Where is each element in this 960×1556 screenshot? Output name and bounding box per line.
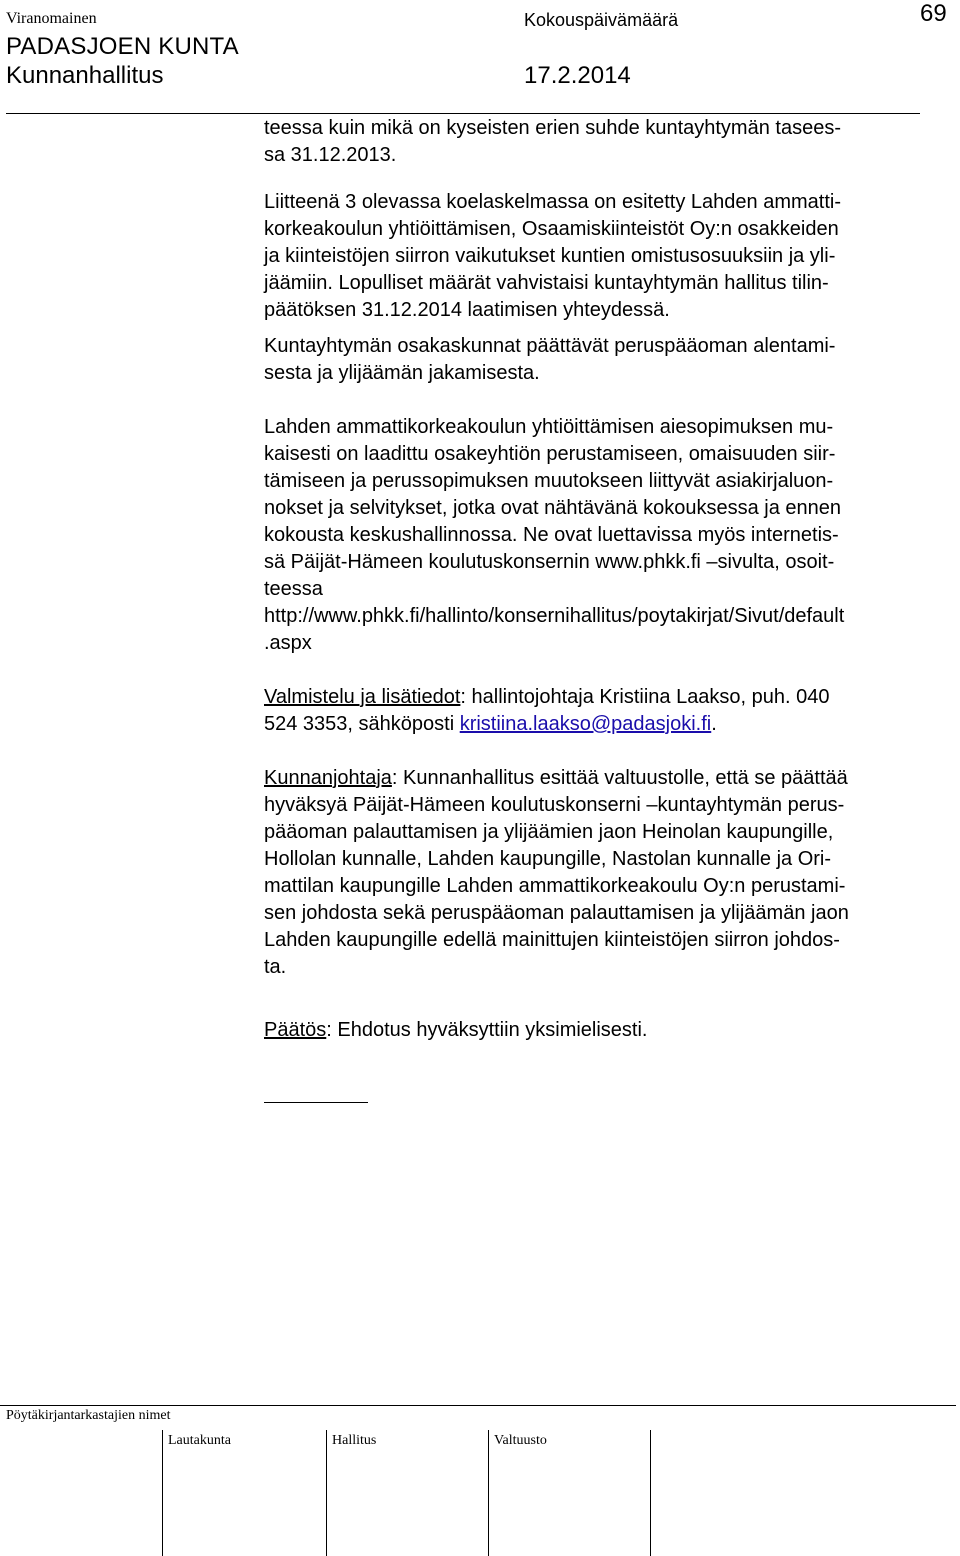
text-line [264, 1017, 954, 1044]
text-line: http://www.phkk.fi/hallinto/konsernihallitus/poytakirjat/Sivut/default [264, 605, 845, 627]
contact-text: : hallintojohtaja Kristiina Laakso, puh. 040 [460, 686, 830, 708]
footer-divider [0, 1405, 956, 1406]
text-line: ja kiinteistöjen siirron vaikutukset kuntien omistusosuuksiin ja yli- [264, 245, 836, 267]
text-line: sen johdosta sekä peruspääoman palauttamisen ja ylijäämän jaon [264, 902, 849, 924]
contact-paragraph [264, 684, 954, 738]
footer-column-hallitus: Hallitus [332, 1433, 377, 1448]
text-line: tämiseen ja perussopimuksen muutokseen liittyvät asiakirjaluon- [264, 470, 834, 492]
text-line [264, 765, 954, 792]
text-line: päätöksen 31.12.2014 laatimisen yhteydessä. [264, 299, 670, 321]
text-line: Lahden ammattikorkeakoulun yhtiöittämisen aiesopimuksen mu- [264, 416, 834, 438]
text-line: ta. [264, 956, 287, 978]
text-line: kaisesti on laadittu osakeyhtiön perustamiseen, omaisuuden siir- [264, 443, 836, 465]
paragraph-4 [264, 414, 954, 657]
text-line: Liitteenä 3 olevassa koelaskelmassa on esitetty Lahden ammatti- [264, 191, 841, 213]
text-line: korkeakoulun yhtiöittämisen, Osaamiskiinteistöt Oy:n osakkeiden [264, 218, 839, 240]
paragraph-1 [264, 115, 954, 169]
text-line: jäämiin. Lopulliset määrät vahvistaisi kuntayhtymän hallitus tilin- [264, 272, 829, 294]
meeting-date: 17.2.2014 [524, 62, 631, 89]
contact-phone-text: 524 3353, sähköposti [264, 713, 460, 735]
text-line: Hollolan kunnalle, Lahden kaupungille, Nastolan kunnalle ja Ori- [264, 848, 832, 870]
text-line: sä Päijät-Hämeen koulutuskonsernin www.phkk.fi –sivulta, osoit- [264, 551, 835, 573]
footer-column-valtuusto: Valtuusto [494, 1433, 547, 1448]
page-number: 69 [920, 0, 947, 27]
decision-paragraph [264, 1017, 954, 1044]
municipality-name: PADASJOEN KUNTA [6, 33, 239, 60]
footer-column-lautakunta: Lautakunta [168, 1433, 231, 1448]
proposal-paragraph [264, 765, 954, 981]
text-line: nokset ja selvitykset, jotka ovat nähtävänä kokouksessa ja ennen [264, 497, 842, 519]
decision-label: Päätös [264, 1019, 327, 1041]
authority-label: Viranomainen [6, 10, 97, 27]
footer-column-divider [162, 1430, 163, 1556]
text-line: Lahden kaupungille edellä mainittujen kiinteistöjen siirron johdos- [264, 929, 840, 951]
governing-body: Kunnanhallitus [6, 62, 164, 89]
paragraph-3 [264, 333, 954, 387]
text-line: sesta ja ylijäämän jakamisesta. [264, 362, 540, 384]
text-line: sa 31.12.2013. [264, 144, 397, 166]
text-line: pääoman palauttamisen ja ylijäämien jaon Heinolan kaupungille, [264, 821, 834, 843]
header-divider [6, 113, 920, 114]
footer-column-divider [326, 1430, 327, 1556]
text-line: teessa kuin mikä on kyseisten erien suhde kuntayhtymän tasees- [264, 117, 841, 139]
decision-text: : Ehdotus hyväksyttiin yksimielisesti. [326, 1019, 648, 1041]
text-line [264, 684, 954, 711]
footer-column-divider [488, 1430, 489, 1556]
text-line: kokousta keskushallinnossa. Ne ovat luettavissa myös internetis- [264, 524, 839, 546]
footer-title: Pöytäkirjantarkastajien nimet [6, 1408, 171, 1423]
text-line [264, 711, 954, 738]
email-link[interactable]: kristiina.laakso@padasjoki.fi [459, 713, 712, 735]
text-line: hyväksyä Päijät-Hämeen koulutuskonserni –kuntayhtymän perus- [264, 794, 845, 816]
text-line: Kuntayhtymän osakaskunnat päättävät peruspääoman alentami- [264, 335, 836, 357]
contact-end: . [711, 713, 717, 735]
meeting-date-label: Kokouspäivämäärä [524, 10, 679, 30]
contact-label: Valmistelu ja lisätiedot [264, 686, 461, 708]
text-line: teessa [264, 578, 323, 600]
proposal-text: : Kunnanhallitus esittää valtuustolle, että se päättää [391, 767, 848, 789]
text-line: .aspx [264, 632, 312, 654]
text-line: mattilan kaupungille Lahden ammattikorkeakoulu Oy:n perustami- [264, 875, 846, 897]
proposal-label: Kunnanjohtaja [264, 767, 392, 789]
section-end-rule [264, 1102, 368, 1103]
footer-column-divider [650, 1430, 651, 1556]
paragraph-2 [264, 189, 954, 324]
